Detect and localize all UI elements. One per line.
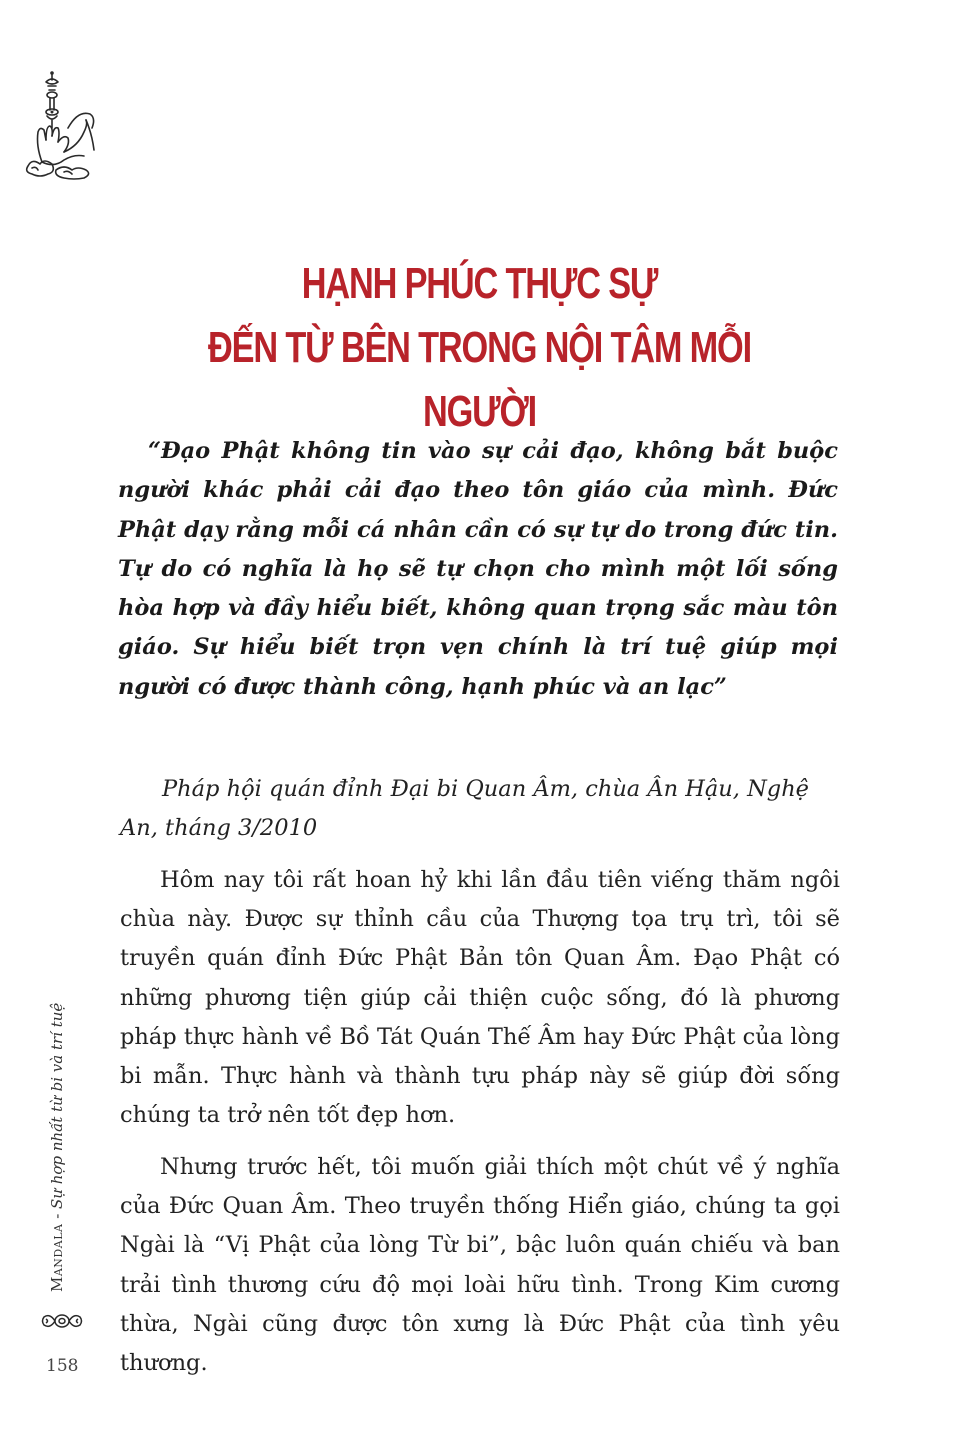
running-head: [46, 1003, 68, 1292]
chapter-title-line-1: HẠNH PHÚC THỰC SỰ: [301, 259, 658, 308]
chapter-title-line-2: ĐẾN TỪ BÊN TRONG NỘI TÂM MỖI NGƯỜI: [208, 323, 751, 436]
running-head-subtitle: Sự hợp nhất từ bi và trí tuệ: [48, 1002, 66, 1209]
quote-source: Pháp hội quán đỉnh Đại bi Quan Âm, chùa Ân Hậu, Nghệ An, tháng 3/2010: [120, 776, 809, 842]
chapter-title: [183, 252, 775, 444]
body-paragraph-2: Nhưng trước hết, tôi muốn giải thích một chút về ý nghĩa của Đức Quan Âm. Theo truyền thống Hiển giáo, chúng ta gọi Ngài là “Vị Phật của lòng Từ bi”, bậc luôn quán chiếu và ban trải tình thương cứu độ mọi loài hữu tình. Trong Kim cương thừa, Ngài cũng được tôn xưng là Đức Phật của tình yêu thương.: [120, 1154, 840, 1377]
page-number: 158: [46, 1356, 79, 1376]
body-paragraph-1: Hôm nay tôi rất hoan hỷ khi lần đầu tiên viếng thăm ngôi chùa này. Được sự thỉnh cầu của Thượng tọa trụ trì, tôi sẽ truyền quán đỉnh Đức Phật Bản tôn Quan Âm. Đạo Phật có những phương tiện giúp cải thiện cuộc sống, đó là phương pháp thực hành về Bồ Tát Quán Thế Âm hay Đức Phật của lòng bi mẫn. Thực hành và thành tựu pháp này sẽ giúp đời sống chúng ta trở nên tốt đẹp hơn.: [120, 867, 840, 1129]
knot-ornament-icon: [40, 1308, 84, 1334]
running-head-separator: -: [48, 1208, 66, 1224]
epigraph-quote: “Đạo Phật không tin vào sự cải đạo, không bắt buộc người khác phải cải đạo theo tôn giáo của mình. Đức Phật dạy rằng mỗi cá nhân cần có sự tự do trong đức tin. Tự do có nghĩa là họ sẽ tự chọn cho mình một lối sống hòa hợp và đầy hiểu biết, không quan trọng sắc màu tôn giáo. Sự hiểu biết trọn vẹn chính là trí tuệ giúp mọi người có được thành công, hạnh phúc và an lạc”: [118, 438, 838, 700]
vajra-hand-ornament-icon: [20, 70, 106, 182]
running-head-brand: Mandala: [48, 1223, 66, 1292]
